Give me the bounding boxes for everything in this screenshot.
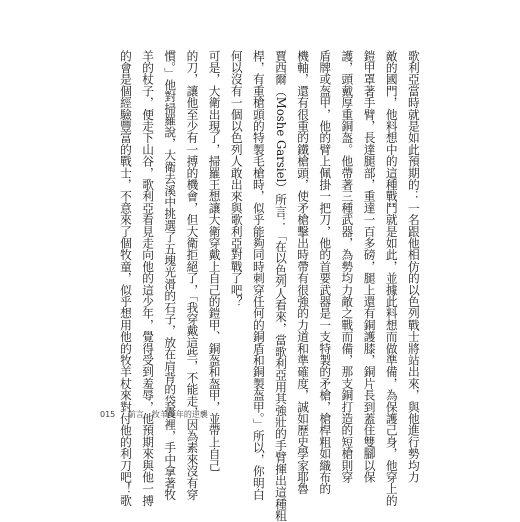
text-column-9: 何以沒有一個以色列人敢出來與歌利亞對戰了吧？ xyxy=(229,50,244,308)
text-column-12: 慣。」他對掃羅說，大衛去溪中挑選了五塊光滑的石子，放在肩背的袋囊裡，手中拿著牧 xyxy=(163,50,178,501)
text-column-7: 賈西爾（Moshe Garsiel）所言：「在以色列人看來，當歌利亞用其強壯的手臂揮出這種粗 xyxy=(273,50,288,522)
text-column-14: 的會是個經驗豐富的戰士，不意來了個牧童，似乎想用他的牧羊杖來對付他的利刀吧！歌 xyxy=(119,50,133,507)
text-column-4: 護，頭戴厚重銅盔。他帶著三種武器，為勢均力敵之戰而備，那支銅打造的短槍則穿 xyxy=(340,50,355,483)
text-column-10: 可是，大衛出現了，掃羅王想讓大衛穿戴上自己的鎧甲、銅盔和盔甲，並帶上自己 xyxy=(207,50,222,472)
running-title: 前言 牧羊少年的逆襲 xyxy=(127,410,208,419)
page-number: 015 xyxy=(100,410,116,419)
page-footer xyxy=(100,409,208,420)
text-column-5: 盾牌或盔甲，他的臂上佩掛一把刀，他的首要武器是一支特製的矛槍，槍桿粗如織布的 xyxy=(318,50,333,495)
text-column-2: 敵的國門，他料想中的這種戰鬥就是如此，並據此料想而做準備，為保護己身，他穿上的 xyxy=(384,50,399,507)
text-column-6: 機軸，還有很重的鐵槍頭，使矛槍擊出時帶有很強的力道和準確度，誠如歷史學家耶魯 xyxy=(296,50,311,495)
text-column-1: 歌利亞當時就是如此預期的：一名跟他相仿的以色列戰士將站出來，與他進行勢均力 xyxy=(406,50,421,483)
text-column-11: 的刀，讓他至少有一搏的機會，但大衛拒絕了，「我穿戴這些，不能走，因為素來沒有穿 xyxy=(185,50,200,501)
text-column-8: 桿，有重槍頭的特製毛槍時，似乎能夠同時刺穿任何的銅盾和銅製盔甲。」所以，你明白 xyxy=(251,50,266,501)
text-column-13: 羊的杖子，便走下山谷，歌利亞看見走向他的這少年，覺得受到羞辱，他預期來與他一搏 xyxy=(141,50,156,507)
text-column-3: 鎧甲罩著手臂，長達腿部，重達一百多磅，腿上還有銅護膝，銅片長到蓋住雙腳以保 xyxy=(362,50,377,483)
